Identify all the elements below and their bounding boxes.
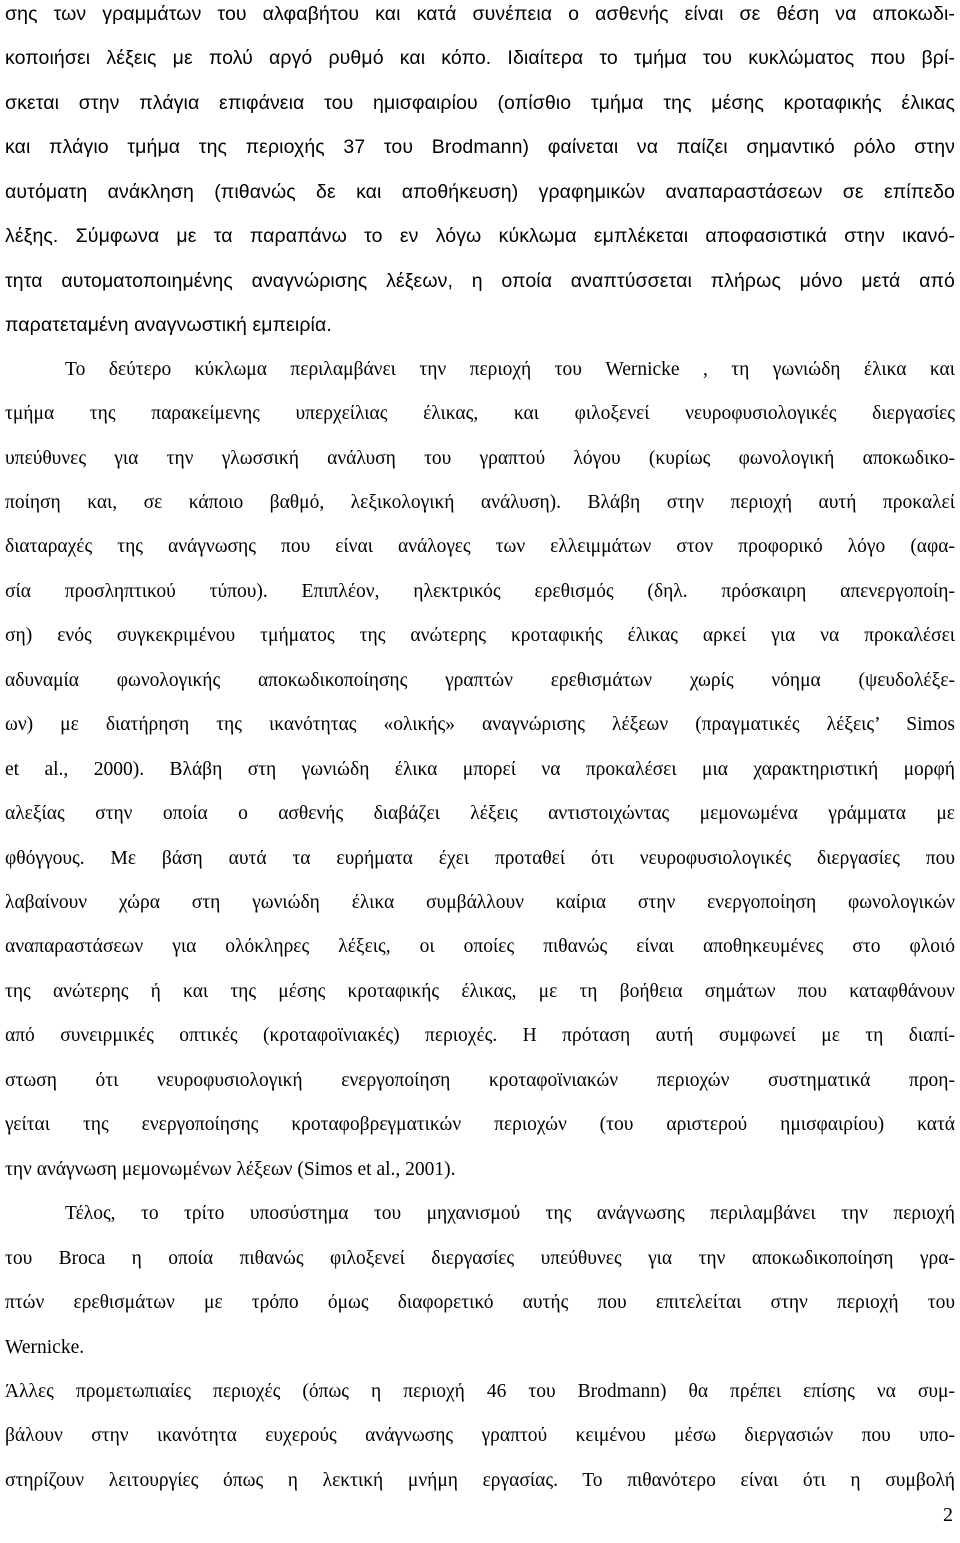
text-line: αυτόματη ανάκληση (πιθανώς δε και αποθήκευση) γραφημικών αναπαραστάσεων σε επίπεδο <box>5 181 955 203</box>
text-line: Τέλος, το τρίτο υποσύστημα του μηχανισμού της ανάγνωσης περιλαμβάνει την περιοχή <box>65 1203 955 1224</box>
text-line: φθόγγους. Με βάση αυτά τα ευρήματα έχει προταθεί ότι νευροφυσιολογικές διεργασίες που <box>5 848 955 869</box>
text-line: αναπαραστάσεων για ολόκληρες λέξεις, οι οποίες πιθανώς είναι αποθηκευμένες στο φλοιό <box>5 936 955 957</box>
text-line: του Broca η οποία πιθανώς φιλοξενεί διεργασίες υπεύθυνες για την αποκωδικοποίηση γρα- <box>5 1248 955 1269</box>
text-line: αδυναμία φωνολογικής αποκωδικοποίησης γραπτών ερεθισμάτων χωρίς νόημα (ψευδολέξε- <box>5 670 955 691</box>
text-line: ση) ενός συγκεκριμένου τμήματος της ανώτερης κροταφικής έλικας αρκεί για να προκαλέσει <box>5 625 955 646</box>
text-line: παρατεταμένη αναγνωστική εμπειρία. <box>5 314 332 336</box>
text-line: στηρίζουν λειτουργίες όπως η λεκτική μνήμη εργασίας. Το πιθανότερο είναι ότι η συμβολή <box>5 1470 955 1491</box>
text-line: από συνειρμικές οπτικές (κροταφοϊνιακές) περιοχές. Η πρόταση αυτή συμφωνεί με τη διαπί- <box>5 1025 955 1046</box>
text-line: βάλουν στην ικανότητα ευχερούς ανάγνωσης γραπτού κειμένου μέσω διεργασιών που υπο- <box>5 1425 955 1446</box>
text-line: σκεται στην πλάγια επιφάνεια του ημισφαιρίου (οπίσθιο τμήμα της μέσης κροταφικής έλικας <box>5 92 955 114</box>
text-line: τμήμα της παρακείμενης υπερχείλιας έλικας, και φιλοξενεί νευροφυσιολογικές διεργασίες <box>5 403 955 424</box>
text-line: λέξης. Σύμφωνα με τα παραπάνω το εν λόγω κύκλωμα εμπλέκεται αποφασιστικά στην ικανό- <box>5 225 955 247</box>
text-line: Wernicke. <box>5 1337 85 1358</box>
text-line: πτών ερεθισμάτων με τρόπο όμως διαφορετικό αυτής που επιτελείται στην περιοχή του <box>5 1292 955 1313</box>
text-line: στωση ότι νευροφυσιολογική ενεργοποίηση κροταφοϊνιακών περιοχών συστηματικά προη- <box>5 1070 955 1091</box>
text-line: Το δεύτερο κύκλωμα περιλαμβάνει την περιοχή του Wernicke , τη γωνιώδη έλικα και <box>65 359 955 380</box>
text-line: την ανάγνωση μεμονωμένων λέξεων (Simos et al., 2001). <box>5 1159 456 1180</box>
text-line: ποίηση και, σε κάποιο βαθμό, λεξικολογική ανάλυση). Βλάβη στην περιοχή αυτή προκαλεί <box>5 492 955 513</box>
text-line: λαβαίνουν χώρα στη γωνιώδη έλικα συμβάλλουν καίρια στην ενεργοποίηση φωνολογικών <box>5 892 955 913</box>
text-line: γείται της ενεργοποίησης κροταφοβρεγματικών περιοχών (του αριστερού ημισφαιρίου) κατά <box>5 1114 955 1135</box>
text-line: et al., 2000). Βλάβη στη γωνιώδη έλικα μπορεί να προκαλέσει μια χαρακτηριστική μορφή <box>5 759 955 780</box>
text-line: αλεξίας στην οποία ο ασθενής διαβάζει λέξεις αντιστοιχώντας μεμονωμένα γράμματα με <box>5 803 955 824</box>
text-line: σία προσληπτικού τύπου). Επιπλέον, ηλεκτρικός ερεθισμός (δηλ. πρόσκαιρη απενεργοποίη- <box>5 581 955 602</box>
text-line: διαταραχές της ανάγνωσης που είναι ανάλογες των ελλειμμάτων στον προφορικό λόγο (αφα- <box>5 536 955 557</box>
text-line: και πλάγιο τμήμα της περιοχής 37 του Brodmann) φαίνεται να παίζει σημαντικό ρόλο στην <box>5 136 955 158</box>
text-line: κοποιήσει λέξεις με πολύ αργό ρυθμό και κόπο. Ιδιαίτερα το τμήμα του κυκλώματος που βρί- <box>5 47 955 69</box>
page-number: 2 <box>943 1504 953 1526</box>
text-line: Άλλες προμετωπιαίες περιοχές (όπως η περιοχή 46 του Brodmann) θα πρέπει επίσης να συμ- <box>5 1381 955 1402</box>
text-line: ων) με διατήρηση της ικανότητας «ολικής» αναγνώρισης λέξεων (πραγματικές λέξεις’ Simos <box>5 714 955 735</box>
text-line: τητα αυτοματοποιημένης αναγνώρισης λέξεων, η οποία αναπτύσσεται πλήρως μόνο μετά από <box>5 270 955 292</box>
text-line: σης των γραμμάτων του αλφαβήτου και κατά συνέπεια ο ασθενής είναι σε θέση να αποκωδι- <box>5 3 955 25</box>
text-line: υπεύθυνες για την γλωσσική ανάλυση του γραπτού λόγου (κυρίως φωνολογική αποκωδικο- <box>5 448 955 469</box>
text-line: της ανώτερης ή και της μέσης κροταφικής έλικας, με τη βοήθεια σημάτων που καταφθάνουν <box>5 981 955 1002</box>
